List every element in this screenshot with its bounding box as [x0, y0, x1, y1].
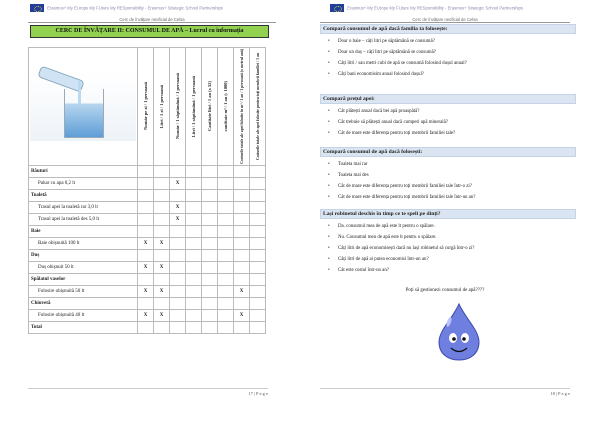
- item-label: Folosire obișnuită 50 lt: [29, 285, 138, 297]
- question-text: Poți să gestionezi consumul de apă????: [405, 288, 485, 293]
- header: [30, 4, 290, 14]
- table-cell: [250, 189, 266, 201]
- table-cell: [186, 261, 202, 273]
- question-list: [328, 159, 573, 203]
- category-label: Duș: [29, 249, 138, 261]
- table-cell: [138, 273, 154, 285]
- table-cell: [202, 165, 218, 177]
- table-cell: [186, 225, 202, 237]
- list-item: • Cât este costul într-un an?: [328, 265, 573, 276]
- table-cell: [202, 225, 218, 237]
- list-item: • Toaleta mai des: [328, 170, 573, 181]
- table-row: [29, 321, 266, 333]
- table-cell: [250, 237, 266, 249]
- column-header: Litri / 1 săptămână / 1 persoană: [186, 48, 202, 166]
- table-cell: [202, 177, 218, 189]
- table-cell: [250, 273, 266, 285]
- table-cell: [218, 273, 234, 285]
- item-label: Folosire obișnuită 40 lt: [29, 309, 138, 321]
- table-cell: [186, 273, 202, 285]
- table-cell: [218, 321, 234, 333]
- table-cell: [170, 309, 186, 321]
- table-cell: [234, 213, 250, 225]
- column-header: Număr pe zi / 1 persoană: [138, 48, 154, 166]
- table-cell: [170, 165, 186, 177]
- table-cell: [250, 213, 266, 225]
- table-row: [29, 213, 266, 225]
- category-label: Spălatul vaselor: [29, 273, 138, 285]
- header-text: Erasmus+ My EUrope My FUture My RESponsibility - Erasmus+ Strategic School Partnerships: [47, 5, 223, 11]
- list-item: • Câți bani economisim anual folosind dușul?: [328, 69, 573, 80]
- table-cell: [202, 285, 218, 297]
- table-cell: X: [170, 201, 186, 213]
- question-list: [328, 221, 573, 276]
- table-cell: [218, 261, 234, 273]
- table-cell: [186, 309, 202, 321]
- table-cell: [186, 165, 202, 177]
- column-header: Costurile totale ale apei folosite pentru toți membrii familiei / 1 an: [250, 48, 266, 166]
- column-header: Cantitate litri / 1 an (x 52): [202, 48, 218, 166]
- table-cell: [234, 189, 250, 201]
- table-row: [29, 225, 266, 237]
- table-cell: [202, 273, 218, 285]
- table-cell: [170, 261, 186, 273]
- table-cell: [218, 165, 234, 177]
- table-cell: [202, 321, 218, 333]
- table-cell: [138, 189, 154, 201]
- table-cell: X: [234, 309, 250, 321]
- table-cell: [250, 165, 266, 177]
- table-cell: [138, 321, 154, 333]
- table-cell: [170, 285, 186, 297]
- category-label: Băuturi: [29, 165, 138, 177]
- list-item: • Cât de mare este diferența pentru toți membrii familiei tale?: [328, 128, 573, 139]
- category-label: Baie: [29, 225, 138, 237]
- table-row: [29, 237, 266, 249]
- column-header: cantitate m³ / 1 an (: 1000): [218, 48, 234, 166]
- eu-flag-icon: [330, 4, 344, 12]
- table-cell: [234, 261, 250, 273]
- table-cell: [186, 285, 202, 297]
- table-cell: [202, 249, 218, 261]
- list-item: • Câți litri de apă economisești dacă nu lași robinetul să curgă într-o zi?: [328, 243, 573, 254]
- page-number: 18 | P a g e: [320, 388, 570, 396]
- section-heading: Compară consumul de apă dacă familia ta folosește:: [320, 24, 576, 34]
- table-cell: [234, 201, 250, 213]
- table-cell: [250, 249, 266, 261]
- table-cell: [218, 249, 234, 261]
- table-cell: [154, 297, 170, 309]
- table-cell: [250, 285, 266, 297]
- table-cell: [186, 297, 202, 309]
- list-item: • Toaleta mai rar: [328, 159, 573, 170]
- table-cell: [154, 201, 170, 213]
- table-row: [29, 297, 266, 309]
- table-cell: [154, 213, 170, 225]
- table-cell: [154, 225, 170, 237]
- list-item: • Cât de mare este diferența pentru toți membrii familiei tale într-o zi?: [328, 181, 573, 192]
- table-cell: [186, 249, 202, 261]
- table-cell: [202, 309, 218, 321]
- table-row: [29, 273, 266, 285]
- table-cell: [138, 177, 154, 189]
- table-cell: [154, 189, 170, 201]
- table-cell: [170, 273, 186, 285]
- table-cell: [186, 201, 202, 213]
- table-cell: [234, 165, 250, 177]
- table-cell: [154, 321, 170, 333]
- table-cell: [202, 297, 218, 309]
- subheader: Cerc de învățare neoficial de Celsa: [320, 17, 570, 23]
- list-item: • Câți litri de apă ai putea economisi într-un an?: [328, 254, 573, 265]
- item-label: Baie obișnuită 100 lt: [29, 237, 138, 249]
- table-cell: [186, 189, 202, 201]
- table-cell: [170, 189, 186, 201]
- table-cell: X: [170, 213, 186, 225]
- table-cell: [138, 213, 154, 225]
- list-item: • Da. consumul mea de apă este lt pentru o spălare.: [328, 221, 573, 232]
- section-heading: Lași robinetul deschis în timp ce te speli pe dinți?: [320, 209, 576, 219]
- item-label: Trasul apei la toaletă des 5,0 lt: [29, 213, 138, 225]
- item-label: Pahar cu apa 0,2 lt: [29, 177, 138, 189]
- item-label: Trasul apei la toaletă rar 3,0 lt: [29, 201, 138, 213]
- list-item: • Doar un duș – câți litri pe săptămână se consumă?: [328, 47, 573, 58]
- table-cell: [202, 261, 218, 273]
- section-heading: Compară consumul de apă dacă folosești:: [320, 147, 576, 157]
- table-cell: [218, 237, 234, 249]
- table-row: [29, 285, 266, 297]
- table-cell: [218, 177, 234, 189]
- table-cell: [186, 177, 202, 189]
- table-cell: [138, 201, 154, 213]
- table-cell: [234, 297, 250, 309]
- table-cell: X: [154, 285, 170, 297]
- table-cell: [202, 213, 218, 225]
- table-cell: [234, 237, 250, 249]
- table-cell: [170, 249, 186, 261]
- table-cell: [202, 201, 218, 213]
- list-item: • Cât plătești anual dacă bei apă proaspătă?: [328, 106, 573, 117]
- table-cell: [218, 213, 234, 225]
- table-cell: [234, 321, 250, 333]
- table-cell: X: [138, 237, 154, 249]
- table-row: [29, 309, 266, 321]
- table-cell: [186, 213, 202, 225]
- table-cell: [186, 321, 202, 333]
- right-page: [300, 0, 600, 424]
- page-number: 17 | P a g e: [28, 388, 268, 396]
- list-item: • Doar o baie – câți litri pe săptămână se consumă?: [328, 36, 573, 47]
- table-cell: [154, 249, 170, 261]
- category-label: Chiuvetă: [29, 297, 138, 309]
- table-cell: [234, 177, 250, 189]
- table-cell: [218, 201, 234, 213]
- table-cell: [218, 225, 234, 237]
- column-header: Costurile totale ale apei folosite în m³ / 1 an / 1 persoană (x metrul ană): [234, 48, 250, 166]
- table-cell: [170, 297, 186, 309]
- table-cell: X: [138, 261, 154, 273]
- table-cell: X: [154, 309, 170, 321]
- water-glass-image: [30, 71, 136, 141]
- table-cell: [186, 237, 202, 249]
- table-cell: [250, 225, 266, 237]
- water-image-cell: [29, 48, 138, 166]
- table-row: [29, 201, 266, 213]
- table-row: [29, 165, 266, 177]
- table-cell: [218, 189, 234, 201]
- table-cell: [250, 201, 266, 213]
- table-cell: [234, 273, 250, 285]
- question-list: [328, 106, 573, 139]
- table-row: [29, 261, 266, 273]
- question-list: [328, 36, 573, 80]
- table-cell: [250, 177, 266, 189]
- table-cell: [250, 297, 266, 309]
- table-cell: X: [138, 309, 154, 321]
- table-cell: X: [154, 261, 170, 273]
- header: [330, 4, 590, 14]
- table-cell: [250, 321, 266, 333]
- table-cell: [250, 261, 266, 273]
- table-cell: [170, 321, 186, 333]
- table-cell: [202, 237, 218, 249]
- list-item: • Câți litri / sau metri cubi de apă se consumă folosind dușul anual?: [328, 58, 573, 69]
- item-label: Duș obișnuit 50 lt: [29, 261, 138, 273]
- table-row: [29, 249, 266, 261]
- header-text: Erasmus+ My EUrope My FUture My RESponsibility - Erasmus+ Strategic School Partnerships: [347, 5, 523, 11]
- list-item: • Cât trebuie să plătești anual dacă cumperi apă minerală?: [328, 117, 573, 128]
- eu-flag-icon: [30, 4, 44, 12]
- table-cell: X: [234, 285, 250, 297]
- table-cell: [138, 225, 154, 237]
- water-consumption-table: [28, 47, 266, 334]
- column-header: Litri / 1 zi / 1 persoană: [154, 48, 170, 166]
- table-cell: [202, 189, 218, 201]
- page-title: CERC DE ÎNVĂȚARE II: CONSUMUL DE APĂ – Lucrul cu informația: [30, 25, 269, 38]
- list-item: • Nu. Consumul meu de apă este lt pentru o spălare.: [328, 232, 573, 243]
- table-cell: [138, 249, 154, 261]
- table-row: [29, 177, 266, 189]
- column-header: Număr / 1 săptămână / 1 persoană: [170, 48, 186, 166]
- table-cell: X: [154, 237, 170, 249]
- table-cell: [170, 237, 186, 249]
- section-heading: Compară prețul apei:: [320, 94, 576, 104]
- subheader: Cerc de învățare neoficial de Celsa: [28, 17, 276, 23]
- table-cell: [218, 285, 234, 297]
- category-label: Total: [29, 321, 138, 333]
- water-drop-mascot-icon: [435, 302, 483, 362]
- table-cell: [218, 309, 234, 321]
- table-cell: [138, 297, 154, 309]
- table-cell: [138, 165, 154, 177]
- category-label: Toaletă: [29, 189, 138, 201]
- table-cell: [170, 225, 186, 237]
- table-cell: [250, 309, 266, 321]
- table-cell: [234, 225, 250, 237]
- table-cell: X: [138, 285, 154, 297]
- table-cell: [154, 273, 170, 285]
- table-cell: [154, 165, 170, 177]
- table-cell: [234, 249, 250, 261]
- list-item: • Cât de mare este diferența pentru toți membrii familiei tale într-un an?: [328, 192, 573, 203]
- table-row: [29, 189, 266, 201]
- table-cell: [218, 297, 234, 309]
- table-cell: X: [170, 177, 186, 189]
- table-cell: [154, 177, 170, 189]
